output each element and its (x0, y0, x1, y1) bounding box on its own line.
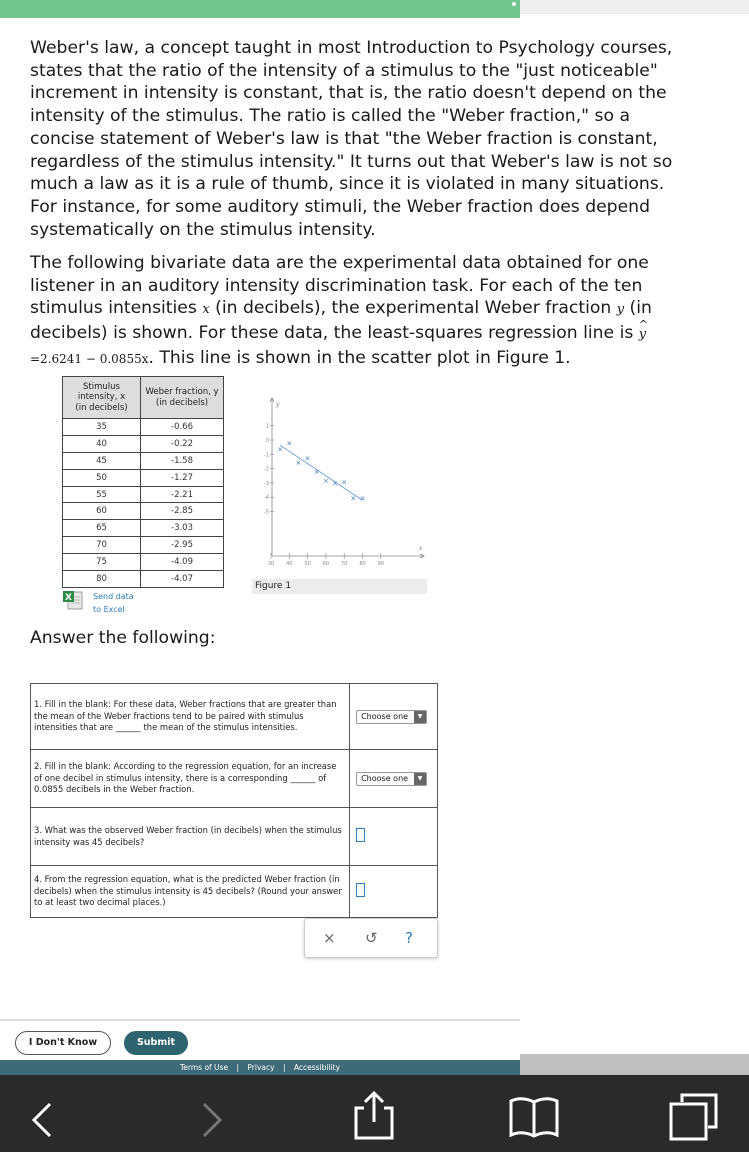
cell-y: -2.85 (141, 503, 224, 520)
top-bar-right (520, 0, 749, 14)
data-point: × (277, 445, 284, 454)
cell-x: 80 (63, 571, 141, 588)
clear-icon[interactable]: × (323, 929, 336, 947)
svg-text:X: X (65, 593, 72, 603)
x-axis-label: x (419, 545, 423, 552)
question-1-dropdown[interactable] (356, 710, 427, 724)
x-tick-label: 40 (286, 561, 293, 567)
i-dont-know-button[interactable]: I Don't Know (15, 1031, 111, 1055)
header-y-line1: Weber fraction, y (145, 387, 219, 397)
x-tick-label: 50 (304, 561, 311, 567)
data-point: × (359, 494, 366, 503)
data-point: × (350, 494, 357, 503)
data-table (62, 376, 224, 588)
question-row (31, 684, 438, 750)
var-y: y (616, 302, 625, 318)
data-paragraph-part4: . This line is shown in the scatter plot in Figure 1. (148, 347, 571, 368)
question-2-blank: ______ (290, 772, 316, 783)
data-paragraph-part2: (in decibels), the experimental Weber fraction (209, 298, 617, 319)
table-row (63, 435, 224, 452)
cell-x: 55 (63, 486, 141, 503)
cell-x: 40 (63, 435, 141, 452)
header-x (63, 377, 141, 419)
cell-x: 60 (63, 503, 141, 520)
excel-link-line1: Send data (93, 592, 134, 601)
question-1-part-b: the mean of the stimulus intensities. (140, 722, 298, 733)
data-point: × (313, 467, 320, 476)
answer-actions (304, 918, 438, 958)
question-4-answer (350, 866, 438, 918)
cell-y: -3.03 (141, 520, 224, 537)
data-point: × (286, 439, 293, 448)
table-row (63, 537, 224, 554)
bookmarks-icon[interactable] (508, 1095, 560, 1139)
data-point: × (322, 476, 329, 485)
help-icon[interactable]: ? (405, 929, 413, 947)
y-tick-label: -3 (264, 480, 269, 487)
accessibility-link[interactable]: Accessibility (293, 1063, 341, 1072)
privacy-link[interactable]: Privacy (247, 1063, 275, 1072)
undo-icon[interactable]: ↺ (365, 929, 378, 947)
question-row (31, 866, 438, 918)
forward-icon[interactable] (198, 1102, 224, 1138)
cell-x: 35 (63, 419, 141, 436)
x-tick-label: 70 (341, 561, 348, 567)
y-tick-label: 0 (265, 438, 269, 444)
y-tick-label: -4 (264, 495, 269, 502)
intro-paragraph: Weber's law, a concept taught in most Introduction to Psychology courses, states that the ratio of the intensity of a stimulus to the "just noticeable" increment in intensity is constant, that is, the ratio doesn't depend on the intensity of the stimulus. The ratio is called the "Weber fraction," so a concise statement of Weber's law is that "the Weber fraction is constant, regardless of the stimulus intensity." It turns out that Weber's law is not so much a law as it is a rule of thumb, since it is violated in many situations. For instance, for some auditory stimuli, the Weber fraction does depend systematically on the stimulus intensity. (30, 38, 673, 240)
question-4-text: 4. From the regression equation, what is the predicted Weber fraction (in decibels) when the stimulus intensity is 45 decibels? (Round your answer to at least two decimal places.) (31, 866, 350, 918)
x-tick-label: 90 (377, 561, 384, 567)
tabs-icon[interactable] (668, 1092, 720, 1142)
question-4-input[interactable] (356, 883, 365, 897)
terms-link[interactable]: Terms of Use (179, 1063, 229, 1072)
cell-x: 65 (63, 520, 141, 537)
excel-icon[interactable] (62, 589, 84, 611)
separator: | (236, 1063, 239, 1072)
data-point: × (341, 478, 348, 487)
data-paragraph-part1: The following bivariate data are the experimental data obtained for one listener in an auditory intensity discrimination task. For each of the ten stimulus intensities (30, 253, 649, 319)
question-1-answer (350, 684, 438, 750)
menu-dot-icon[interactable] (512, 2, 516, 6)
separator: | (282, 1063, 286, 1072)
cell-x: 45 (63, 452, 141, 469)
regression-line (280, 445, 362, 500)
question-1-blank: ______ (115, 722, 141, 733)
question-row (31, 808, 438, 866)
y-tick-label: -2 (264, 466, 269, 473)
table-row (63, 520, 224, 537)
cell-y: -1.27 (141, 469, 224, 486)
header-x-line1: Stimulus (83, 381, 120, 392)
data-point: × (304, 454, 311, 463)
y-tick-label: -1 (264, 452, 269, 459)
submit-button[interactable]: Submit (124, 1031, 188, 1055)
header-x-line2: intensity, x (77, 392, 126, 403)
table-row (63, 469, 224, 486)
data-point: × (332, 479, 338, 488)
caret-down-icon: ▼ (414, 711, 426, 723)
y-axis-label: y (276, 401, 280, 408)
x-tick-label: 80 (359, 561, 366, 567)
cell-y: -2.21 (141, 486, 224, 503)
back-icon[interactable] (30, 1102, 56, 1138)
figure-label: Figure 1 (252, 579, 427, 594)
question-2-text (31, 750, 350, 808)
table-row (63, 503, 224, 520)
cell-x: 75 (63, 554, 141, 571)
cell-y: -1.58 (141, 452, 224, 469)
caret-down-icon: ▼ (414, 773, 426, 785)
excel-link-line2: to Excel (93, 605, 125, 614)
send-to-excel-link[interactable] (93, 590, 134, 616)
data-point: × (295, 458, 302, 467)
x-tick-label: 30 (267, 561, 275, 567)
regression-equation: =2.6241 − 0.0855x (30, 351, 149, 366)
share-icon[interactable] (352, 1090, 396, 1142)
cell-y: -4.07 (141, 571, 224, 588)
cell-x: 50 (63, 469, 141, 486)
cell-x: 70 (63, 537, 141, 554)
right-gray-panel (520, 1054, 749, 1075)
y-tick-label: -5 (264, 509, 269, 516)
question-3-text: 3. What was the observed Weber fraction (in decibels) when the stimulus intensity was 45 decibels? (31, 808, 350, 866)
question-row (31, 750, 438, 808)
question-1-part-a: 1. Fill in the blank: For these data, Weber fractions that are greater than the mean of the Weber fractions tend to be paired with stimulus intensities that are (34, 699, 337, 733)
header-y (141, 377, 224, 419)
cell-y: -0.66 (141, 419, 224, 436)
question-2-dropdown[interactable] (356, 772, 427, 786)
question-3-answer (350, 808, 438, 866)
cell-y: -2.95 (141, 537, 224, 554)
cell-y: -0.22 (141, 435, 224, 452)
table-row (63, 554, 224, 571)
answer-heading: Answer the following: (30, 628, 216, 648)
x-tick-label: 60 (322, 561, 330, 567)
table-row (63, 452, 224, 469)
dropdown-label: Choose one (361, 773, 409, 783)
question-2-part-b: of 0.0855 decibels in the Weber fraction. (34, 772, 327, 795)
y-tick-label: 1 (265, 423, 269, 430)
var-x: x (202, 302, 210, 318)
browser-toolbar (0, 1075, 749, 1152)
data-paragraph-part3: (in decibels) is shown. For these data, the least-squares regression line is (30, 298, 652, 344)
question-1-text (31, 684, 350, 750)
scatter-plot (252, 396, 432, 576)
question-2-answer (350, 750, 438, 808)
question-2-part-a: 2. Fill in the blank: According to the regression equation, for an increase of one decibel in stimulus intensity, there is a corresponding (34, 761, 337, 783)
data-paragraph (30, 252, 680, 371)
table-row (63, 486, 224, 503)
table-row (63, 419, 224, 436)
question-3-input[interactable] (356, 828, 365, 842)
footer-divider (0, 1019, 520, 1021)
equation-lhs: ^ y (639, 324, 646, 347)
dropdown-label: Choose one (361, 711, 409, 721)
table-row (63, 571, 224, 588)
header-x-line3: (in decibels) (75, 402, 128, 413)
top-progress-bar (0, 0, 520, 18)
header-y-line2: (in decibels) (155, 397, 209, 408)
footer-links (0, 1060, 520, 1075)
cell-y: -4.09 (141, 554, 224, 571)
questions-table (30, 683, 438, 918)
